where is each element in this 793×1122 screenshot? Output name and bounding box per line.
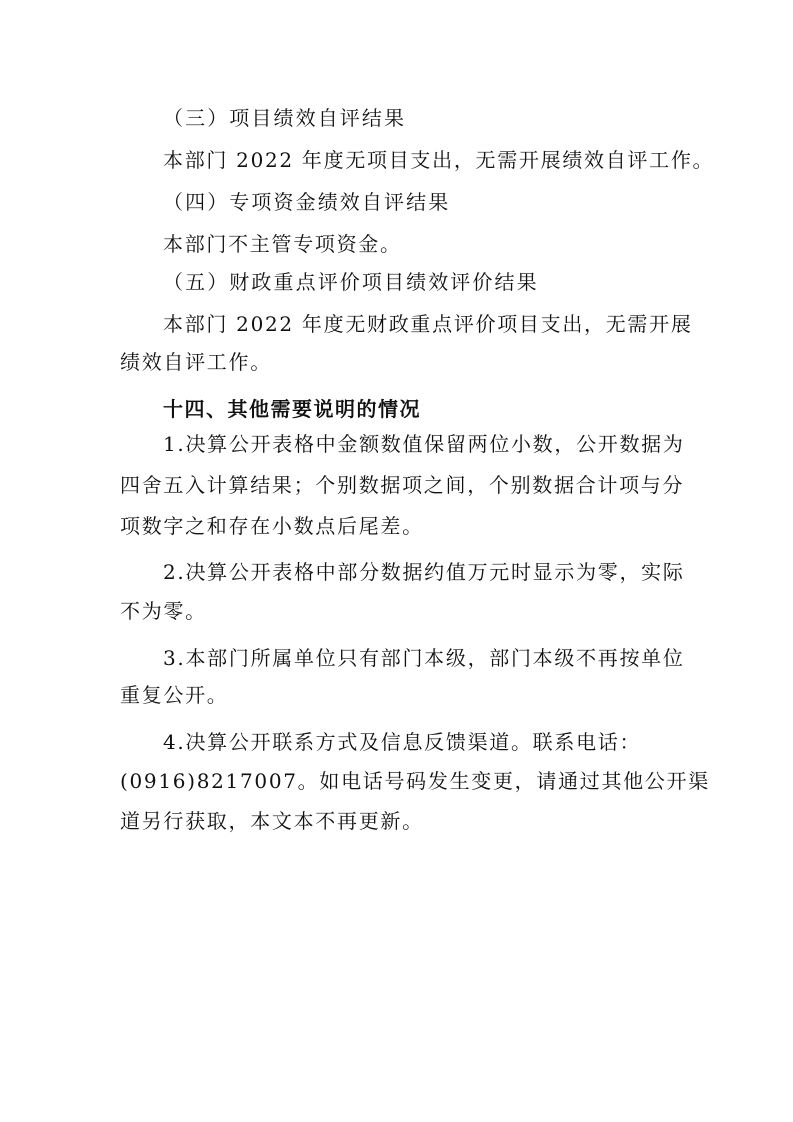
section-14-heading: 十四、其他需要说明的情况 (163, 397, 421, 421)
item-2-line-2: 不为零。 (120, 599, 207, 623)
item-2-line-1: 2.决算公开表格中部分数据约值万元时显示为零，实际 (163, 560, 685, 584)
item-4-line-3: 道另行获取，本文本不再更新。 (120, 809, 424, 833)
item-3-line-2: 重复公开。 (120, 683, 229, 707)
section-4-paragraph: 本部门不主管专项资金。 (163, 232, 402, 256)
item-1-line-1: 1.决算公开表格中金额数值保留两位小数，公开数据为 (163, 432, 685, 456)
section-5-paragraph-line-1: 本部门 2022 年度无财政重点评价项目支出，无需开展 (163, 312, 693, 336)
item-4-line-1: 4.决算公开联系方式及信息反馈渠道。联系电话： (163, 730, 642, 754)
item-1-line-3: 项数字之和存在小数点后尾差。 (120, 514, 424, 538)
item-1-line-2: 四舍五入计算结果；个别数据项之间，个别数据合计项与分 (120, 473, 685, 497)
section-3-paragraph: 本部门 2022 年度无项目支出，无需开展绩效自评工作。 (163, 148, 715, 172)
section-3-heading: （三）项目绩效自评结果 (163, 106, 407, 130)
section-5-paragraph-line-2: 绩效自评工作。 (120, 350, 272, 374)
section-5-heading: （五）财政重点评价项目绩效评价结果 (163, 270, 539, 294)
item-4-line-2: (0916)8217007。如电话号码发生变更，请通过其他公开渠 (120, 769, 710, 793)
item-3-line-1: 3.本部门所属单位只有部门本级，部门本级不再按单位 (163, 646, 685, 670)
section-4-heading: （四）专项资金绩效自评结果 (163, 190, 451, 214)
